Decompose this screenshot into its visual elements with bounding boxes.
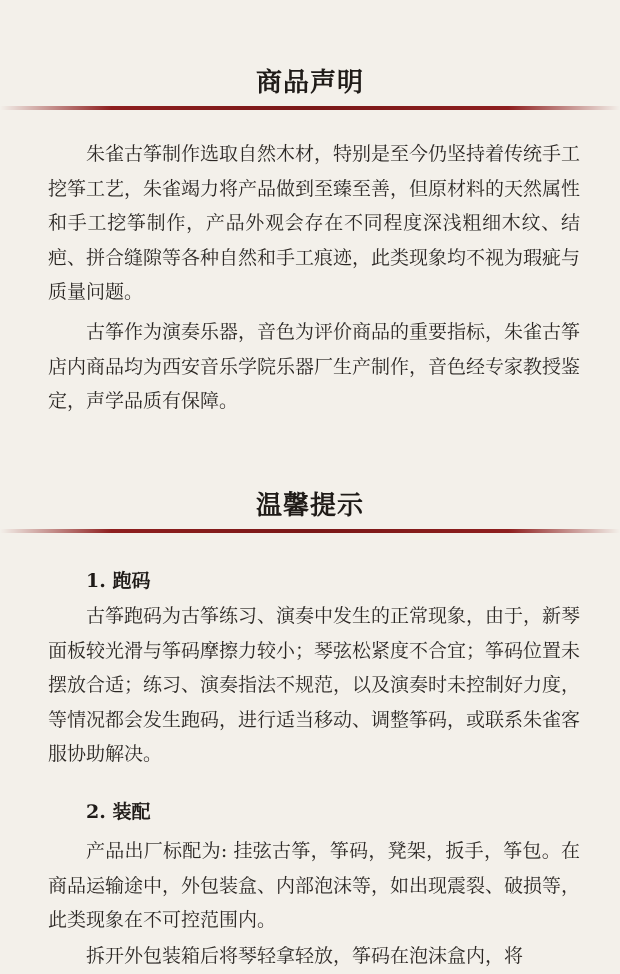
tip-text-assembly-continued: 拆开外包装箱后将琴轻拿轻放，筝码在泡沫盒内，将 bbox=[86, 945, 524, 967]
declaration-title: 商品声明 bbox=[255, 68, 364, 98]
tip-text-running-bridge: 古筝跑码为古筝练习、演奏中发生的正常现象，由于，新琴面板较光滑与筝码摩擦力较小；琴弦松紧度不合宜；筝码位置未摆放合适；练习、演奏指法不规范，以及演奏时未控制好力度，等情况都会发生跑码，进行适当移动、调整筝码，或联系朱雀客服协助解决。 bbox=[48, 605, 581, 765]
tip-heading-running-bridge: 1. 跑码 bbox=[86, 570, 151, 592]
declaration-paragraph-1: 朱雀古筝制作选取自然木材，特别是至今仍坚持着传统手工挖筝工艺，朱雀竭力将产品做到至臻至善，但原材料的天然属性和手工挖筝制作，产品外观会存在不同程度深浅粗细木纹、结疤、拼合缝隙等各种自然和手工痕迹，此类现象均不视为瑕疵与质量问题。 bbox=[48, 143, 581, 303]
declaration-paragraph-2: 古筝作为演奏乐器，音色为评价商品的重要指标，朱雀古筝店内商品均为西安音乐学院乐器厂生产制作，音色经专家教授鉴定，声学品质有保障。 bbox=[48, 321, 581, 412]
title-divider bbox=[0, 106, 620, 110]
tip-text-assembly: 产品出厂标配为: 挂弦古筝，筝码，凳架，扳手，筝包。在商品运输途中，外包装盒、内部泡沫等，如出现震裂、破损等，此类现象在不可控范围内。 bbox=[48, 840, 581, 931]
tip-heading-assembly: 2. 装配 bbox=[86, 801, 151, 823]
tips-title: 温馨提示 bbox=[255, 491, 364, 521]
title-divider bbox=[0, 529, 620, 533]
